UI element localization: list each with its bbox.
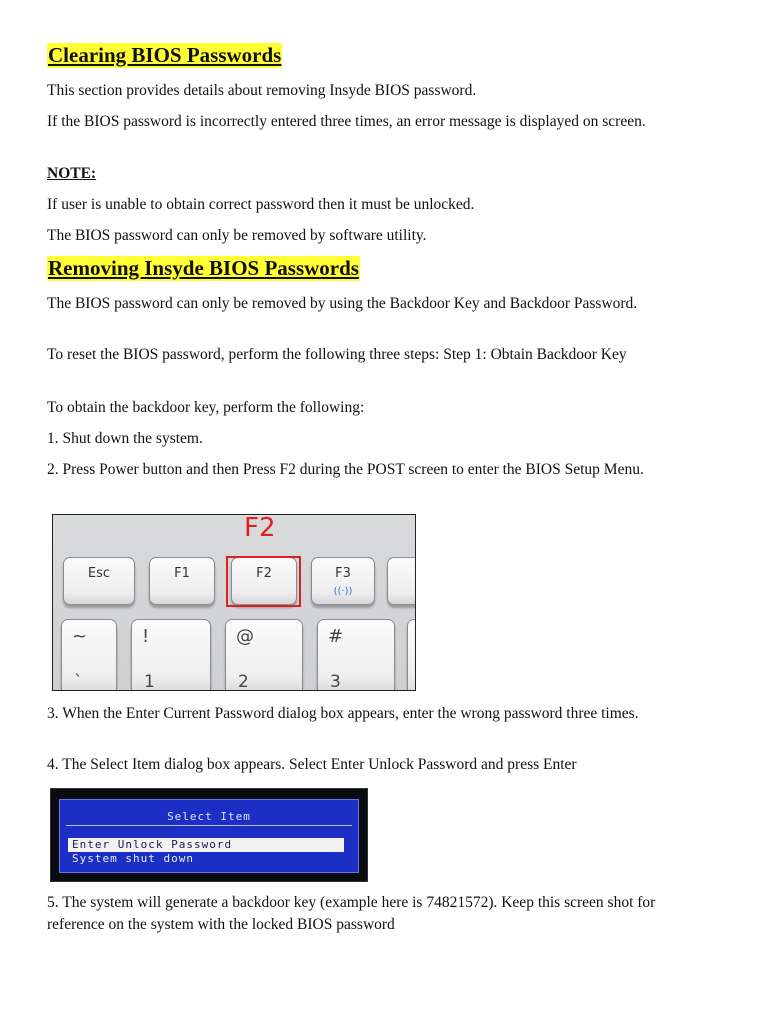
key-tilde-bottom: ` xyxy=(74,672,83,691)
step-5: 5. The system will generate a backdoor key (example here is 74821572). Keep this screen shot for reference on the system with the locked BIOS password xyxy=(47,894,656,933)
key-tilde-top: ~ xyxy=(72,626,88,647)
step-3: 3. When the Enter Current Password dialog box appears, enter the wrong password three times. xyxy=(47,705,639,722)
key-f3-label: F3 xyxy=(335,566,351,581)
paragraph-backdoor: The BIOS password can only be removed by using the Backdoor Key and Backdoor Password. xyxy=(47,295,638,312)
step-4: 4. The Select Item dialog box appears. Select Enter Unlock Password and press Enter xyxy=(47,756,577,773)
key-f2-label: F2 xyxy=(256,566,272,581)
key-3-bottom: 3 xyxy=(330,672,341,691)
key-1-top: ! xyxy=(142,626,150,647)
paragraph-reset-steps: To reset the BIOS password, perform the following three steps: Step 1: Obtain Backdoor Key xyxy=(47,346,627,363)
key-f4-partial xyxy=(387,557,416,605)
select-item-dialog xyxy=(59,799,359,873)
step-2: 2. Press Power button and then Press F2 during the POST screen to enter the BIOS Setup Menu. xyxy=(47,461,644,478)
paragraph-intro: This section provides details about removing Insyde BIOS password. xyxy=(47,82,477,99)
note-label: NOTE: xyxy=(47,165,97,182)
dialog-item-system-shut-down: System shut down xyxy=(72,852,194,865)
paragraph-obtain-key: To obtain the backdoor key, perform the following: xyxy=(47,399,365,416)
paragraph-error-message: If the BIOS password is incorrectly entered three times, an error message is displayed on screen. xyxy=(47,113,646,130)
wireless-icon: ((·)) xyxy=(333,586,353,597)
key-f1 xyxy=(149,557,215,605)
paragraph-software-utility: The BIOS password can only be removed by software utility. xyxy=(47,227,427,244)
dialog-title: Select Item xyxy=(167,810,251,823)
heading-clearing-bios-passwords: Clearing BIOS Passwords xyxy=(48,43,282,67)
keyboard-photo xyxy=(52,514,416,691)
select-item-photo xyxy=(50,788,368,882)
heading-removing-insyde-bios-passwords: Removing Insyde BIOS Passwords xyxy=(48,256,359,280)
key-esc-label: Esc xyxy=(87,566,111,581)
key-3-top: # xyxy=(328,626,344,647)
key-4-partial xyxy=(407,619,416,691)
paragraph-unlock: If user is unable to obtain correct password then it must be unlocked. xyxy=(47,196,475,213)
f2-highlight-box xyxy=(226,556,301,607)
key-esc xyxy=(63,557,135,605)
key-2-top: @ xyxy=(236,626,254,647)
key-2-bottom: 2 xyxy=(238,672,249,691)
f2-callout-label: F2 xyxy=(244,514,276,543)
key-1-bottom: 1 xyxy=(144,672,155,691)
key-3 xyxy=(317,619,395,691)
key-tilde xyxy=(61,619,117,691)
key-f3 xyxy=(311,557,375,605)
key-2 xyxy=(225,619,303,691)
key-1 xyxy=(131,619,211,691)
dialog-item-enter-unlock-password: Enter Unlock Password xyxy=(68,838,344,852)
key-f1-label: F1 xyxy=(174,566,190,581)
step-1: 1. Shut down the system. xyxy=(47,430,203,447)
dialog-divider xyxy=(66,825,352,826)
